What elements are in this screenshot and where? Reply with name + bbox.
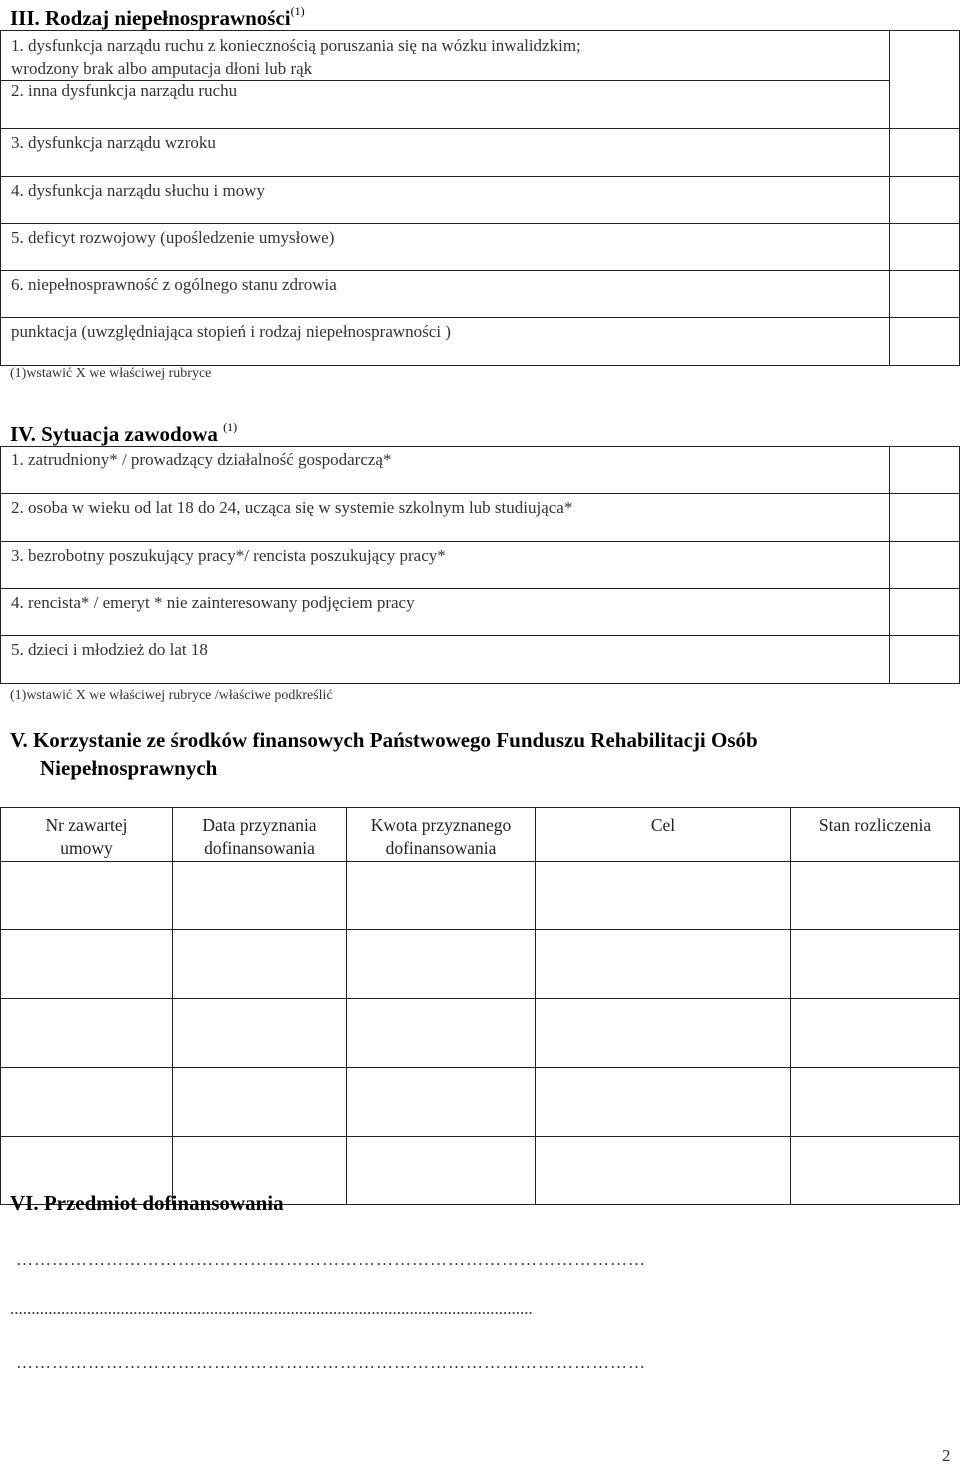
disability-row-6-label: 6. niepełnosprawność z ogólnego stanu zdrowia: [11, 275, 337, 294]
employment-row-5: [1, 636, 890, 684]
col-header-grant-amount-line-1: Kwota przyznanego: [370, 815, 512, 835]
table-cell[interactable]: [536, 999, 791, 1068]
employment-checkbox-2[interactable]: [890, 494, 960, 542]
table-cell[interactable]: [1, 999, 173, 1068]
disability-row-6: [1, 271, 890, 318]
table-cell[interactable]: [791, 999, 960, 1068]
table-row: [1, 999, 960, 1068]
employment-row-2: [1, 494, 890, 542]
col-header-grant-date-line-2: dofinansowania: [204, 838, 315, 858]
section-4-footnote-marker: (1): [223, 420, 238, 434]
col-header-grant-amount: [347, 808, 536, 862]
employment-row-1-label: 1. zatrudniony* / prowadzący działalność gospodarczą*: [11, 450, 392, 469]
disability-row-2-label: 2. inna dysfunkcja narządu ruchu: [11, 81, 238, 100]
col-header-grant-date: [173, 808, 347, 862]
disability-row-1-line-1: 1. dysfunkcja narządu ruchu z koniecznością poruszania się na wózku inwalidzkim;: [11, 36, 581, 55]
disability-row-3-label: 3. dysfunkcja narządu wzroku: [11, 133, 216, 152]
table-row: [1, 862, 960, 930]
col-header-grant-date-line-1: Data przyznania: [202, 815, 317, 835]
table-cell[interactable]: [536, 862, 791, 930]
employment-row-3: [1, 542, 890, 589]
disability-points-label: punktacja (uwzględniająca stopień i rodzaj niepełnosprawności ): [11, 322, 451, 341]
employment-checkbox-3[interactable]: [890, 542, 960, 589]
disability-row-2: [1, 81, 890, 129]
table-cell[interactable]: [536, 1068, 791, 1137]
table-cell[interactable]: [791, 1137, 960, 1205]
section-6-title: VI. Przedmiot dofinansowania: [10, 1191, 284, 1215]
employment-row-4-label: 4. rencista* / emeryt * nie zainteresowany podjęciem pracy: [11, 593, 415, 612]
section-4-footnote: (1)wstawić X we właściwej rubryce /właściwe podkreślić: [10, 688, 333, 703]
section-3-footnote: (1)wstawić X we właściwej rubryce: [10, 366, 212, 381]
employment-row-1: [1, 447, 890, 494]
disability-type-table: [0, 30, 960, 366]
employment-checkbox-4[interactable]: [890, 589, 960, 636]
employment-status-table: [0, 446, 960, 684]
section-3-footnote-marker: (1): [290, 4, 305, 18]
table-cell[interactable]: [347, 930, 536, 999]
table-cell[interactable]: [791, 1068, 960, 1137]
section-5-title-line-2: Niepełnosprawnych: [40, 756, 218, 780]
table-cell[interactable]: [1, 862, 173, 930]
col-header-contract-number-line-1: Nr zawartej: [45, 815, 128, 835]
pfron-funding-table: [0, 807, 960, 1205]
disability-row-1-line-2: wrodzony brak albo amputacja dłoni lub rąk: [11, 59, 313, 78]
employment-row-4: [1, 589, 890, 636]
col-header-grant-amount-line-2: dofinansowania: [385, 838, 497, 858]
employment-checkbox-1[interactable]: [890, 447, 960, 494]
disability-row-1: [1, 31, 890, 81]
col-header-contract-number-line-2: umowy: [60, 838, 113, 858]
table-cell[interactable]: [173, 999, 347, 1068]
table-cell[interactable]: [173, 930, 347, 999]
disability-checkbox-6[interactable]: [890, 271, 960, 318]
col-header-purpose-line-1: Cel: [650, 815, 676, 835]
table-row: [1, 1068, 960, 1137]
col-header-settlement-status: [791, 808, 960, 862]
section-3-title: [10, 4, 305, 31]
disability-checkbox-5[interactable]: [890, 224, 960, 271]
disability-row-5-label: 5. deficyt rozwojowy (upośledzenie umysłowe): [11, 228, 335, 247]
disability-row-3: [1, 129, 890, 177]
section-3-title-text: III. Rodzaj niepełnosprawności: [10, 6, 291, 30]
page-number: 2: [942, 1446, 951, 1465]
table-cell[interactable]: [536, 1137, 791, 1205]
table-cell[interactable]: [347, 999, 536, 1068]
table-cell[interactable]: [791, 862, 960, 930]
table-cell[interactable]: [173, 862, 347, 930]
employment-row-3-label: 3. bezrobotny poszukujący pracy*/ rencista poszukujący pracy*: [11, 546, 446, 565]
disability-points-field[interactable]: [890, 318, 960, 366]
col-header-purpose: [536, 808, 791, 862]
col-header-settlement-status-line-1: Stan rozliczenia: [818, 815, 932, 835]
disability-row-4: [1, 177, 890, 224]
disability-row-5: [1, 224, 890, 271]
disability-checkbox-3[interactable]: [890, 129, 960, 177]
section-5-title-line-1: V. Korzystanie ze środków finansowych Państwowego Funduszu Rehabilitacji Osób: [10, 728, 758, 752]
subject-line-3[interactable]: ……………………………………………………………………………………………: [16, 1353, 646, 1372]
table-cell[interactable]: [791, 930, 960, 999]
col-header-contract-number: [1, 808, 173, 862]
table-cell[interactable]: [347, 1137, 536, 1205]
section-5-title: [10, 726, 758, 782]
table-cell[interactable]: [1, 930, 173, 999]
disability-checkbox-4[interactable]: [890, 177, 960, 224]
disability-checkbox-1[interactable]: [890, 31, 960, 129]
disability-points-row: [1, 318, 890, 366]
section-4-title-text: IV. Sytuacja zawodowa: [10, 422, 218, 446]
section-4-title: [10, 420, 237, 447]
subject-line-2[interactable]: ...........................................................................................................................: [10, 1299, 533, 1318]
table-cell[interactable]: [1, 1068, 173, 1137]
table-row: [1, 930, 960, 999]
table-cell[interactable]: [173, 1068, 347, 1137]
employment-row-5-label: 5. dzieci i młodzież do lat 18: [11, 640, 208, 659]
table-cell[interactable]: [347, 862, 536, 930]
employment-row-2-label: 2. osoba w wieku od lat 18 do 24, ucząca się w systemie szkolnym lub studiująca*: [11, 498, 573, 517]
employment-checkbox-5[interactable]: [890, 636, 960, 684]
table-cell[interactable]: [347, 1068, 536, 1137]
table-cell[interactable]: [536, 930, 791, 999]
disability-row-4-label: 4. dysfunkcja narządu słuchu i mowy: [11, 181, 265, 200]
subject-line-1[interactable]: ……………………………………………………………………………………………: [16, 1250, 646, 1269]
